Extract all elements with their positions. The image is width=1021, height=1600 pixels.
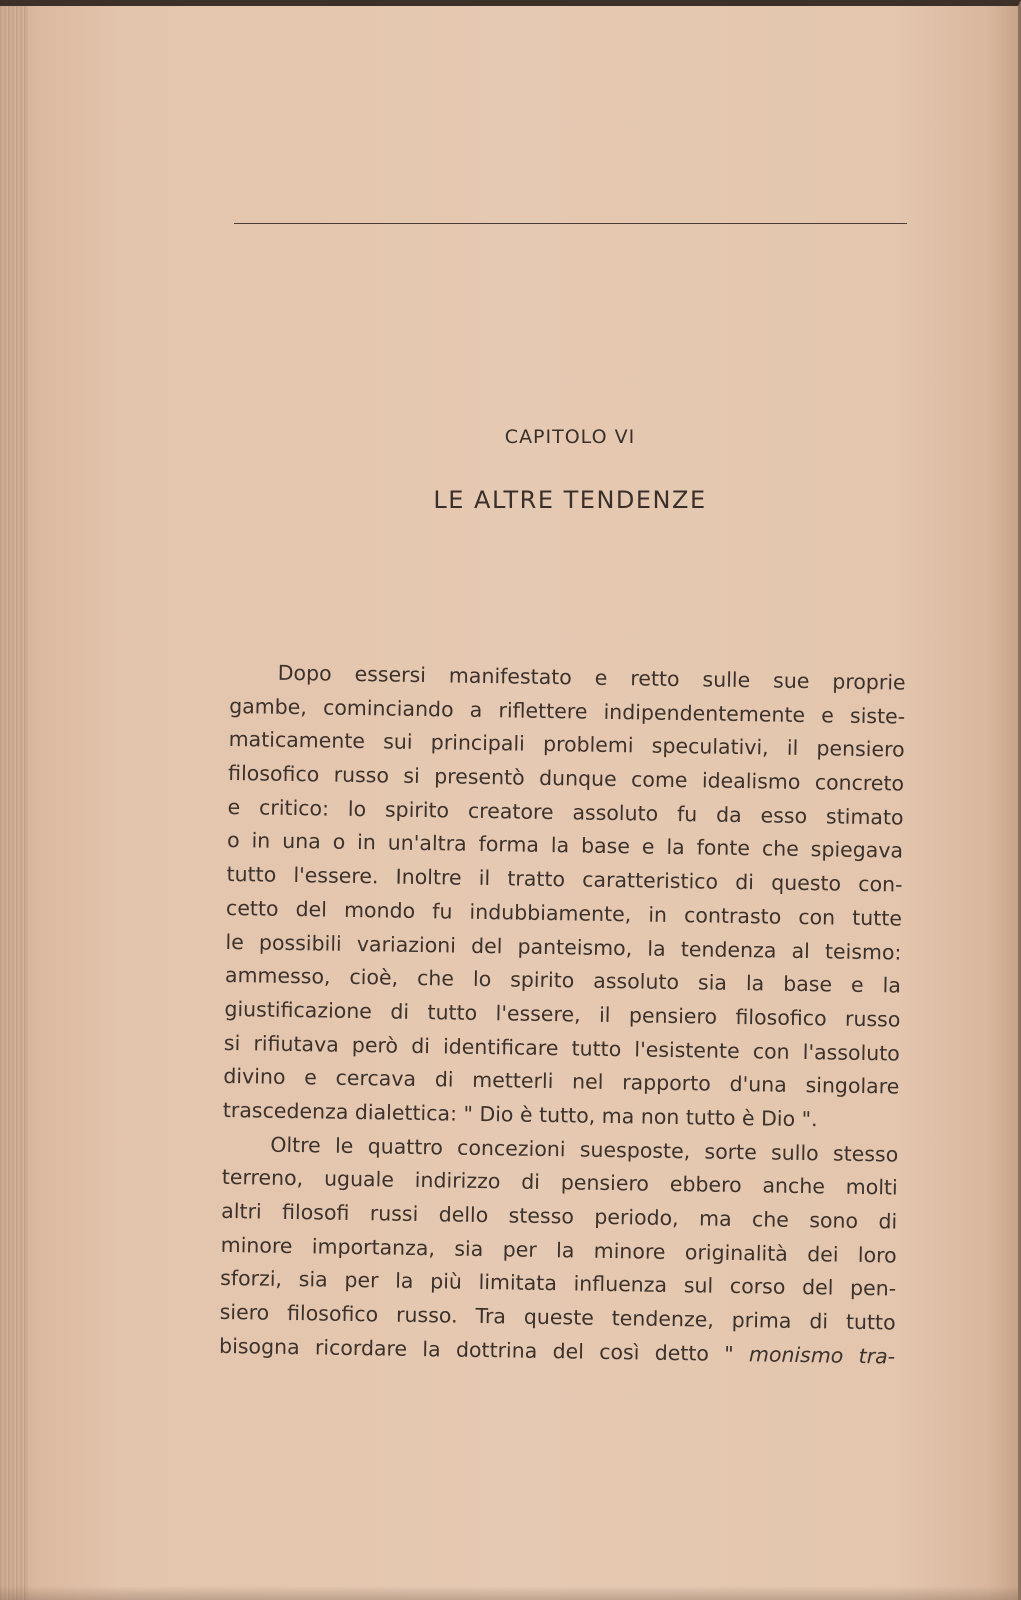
text-line: le possibili variazioni del panteismo, la tendenza al teismo: (225, 929, 902, 965)
text-line: altri filosofi russi dello stesso periodo, ma che sono di (221, 1198, 898, 1234)
chapter-title: LE ALTRE TENDENZE (433, 486, 707, 514)
text-line: tutto l'essere. Inoltre il tratto caratteristico di questo con- (226, 862, 903, 897)
text-line: giustificazione di tutto l'essere, il pensiero filosofico russo (224, 996, 901, 1032)
text-line: o in una o in un'altra forma la base e la fonte che spiegava (226, 828, 904, 864)
text-line: maticamente sui principali problemi speculativi, il pensiero (228, 727, 905, 762)
text-line: ammesso, cioè, che lo spirito assoluto sia la base e la (224, 963, 902, 998)
text-line: gambe, cominciando a riflettere indipendentemente e siste- (229, 693, 906, 729)
page-bottom-edge (0, 1586, 1018, 1600)
text-line: sforzi, sia per la più limitata influenza sul corso del pen- (220, 1266, 897, 1301)
page-spine-edge (0, 6, 28, 1600)
text-line-prefix: bisogna ricordare la dottrina del così detto " (218, 1333, 750, 1366)
text-line: filosofico russo si presentò dunque come idealismo concreto (227, 761, 905, 796)
text-line: e critico: lo spirito creatore assoluto fu da esso stimato (227, 794, 904, 830)
text-line: divino e cercava di metterli nel rapporto d'una singolare (223, 1064, 900, 1099)
chapter-number: CAPITOLO VI (504, 426, 636, 448)
text-line: terreno, uguale indirizzo di pensiero ebbero anche molti (221, 1165, 898, 1200)
text-line: Dopo essersi manifestato e retto sulle sue proprie (277, 660, 906, 695)
text-line: cetto del mondo fu indubbiamente, in contrasto con tutte (225, 895, 903, 931)
text-line: trascedenza dialettica: " Dio è tutto, ma non tutto è Dio ". (222, 1097, 818, 1132)
text-line: si rifiutava però di identificare tutto l'esistente con l'assoluto (223, 1030, 901, 1066)
text-line: Oltre le quattro concezioni suesposte, sorte sullo stesso (270, 1132, 899, 1167)
header-rule (234, 223, 907, 224)
body-text (219, 656, 906, 1374)
italic-term: monismo tra- (748, 1341, 896, 1369)
text-line: siero filosofico russo. Tra queste tendenze, prima di tutto (219, 1299, 896, 1335)
text-line: minore importanza, sia per la minore originalità dei loro (220, 1232, 897, 1268)
